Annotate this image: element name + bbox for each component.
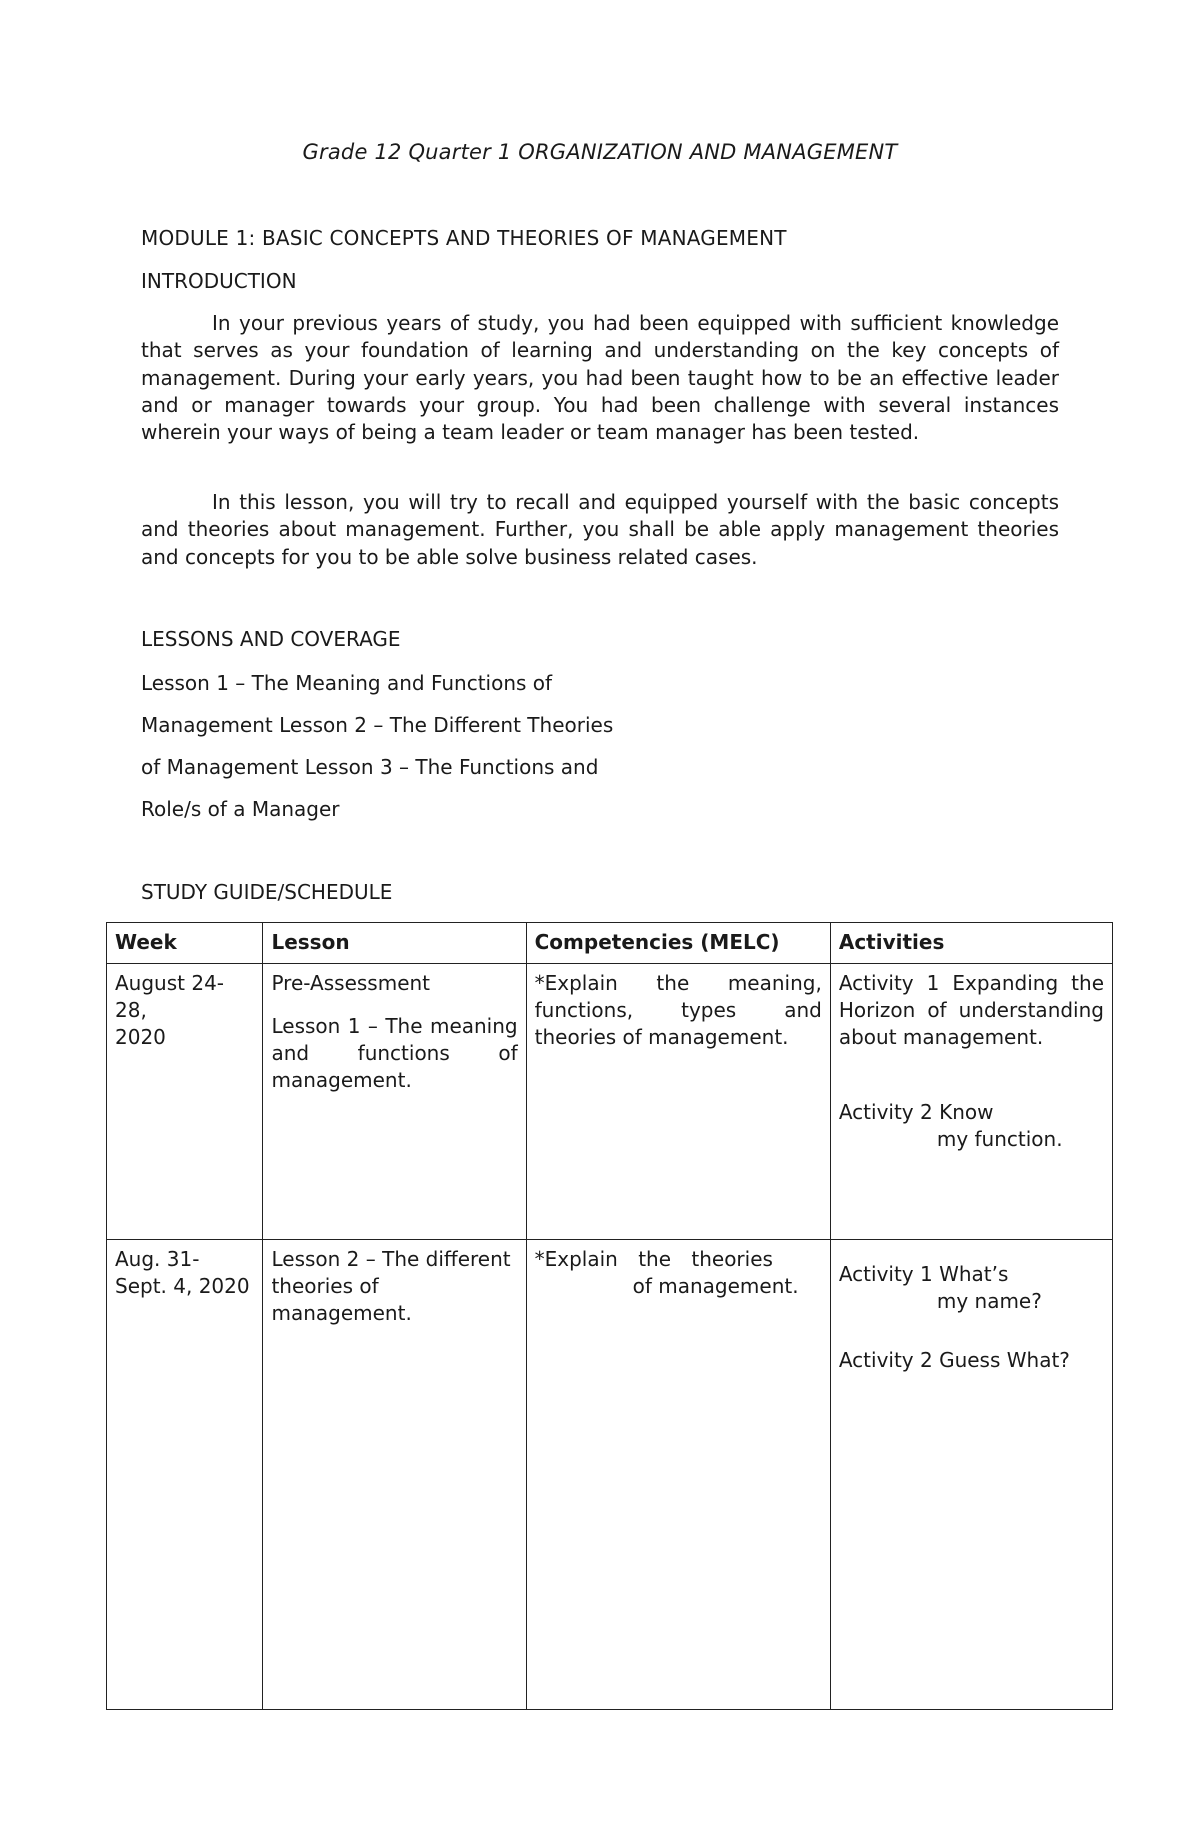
module-title: MODULE 1: BASIC CONCEPTS AND THEORIES OF MANAGEMENT [141,226,787,250]
lesson-text: Lesson 1 – The meaning and functions of management. [271,1014,518,1092]
lessons-coverage-line: Role/s of a Manager [141,797,340,821]
week-text: August 24- [115,971,225,995]
lesson-text: Lesson 2 – The different theories of management. [271,1247,511,1325]
activity-text: my name? [936,1289,1042,1313]
week-cell [107,1240,263,1710]
competency-text: *Explain the meaning, functions, types and theories of management. [534,971,822,1049]
activities-cell [830,964,1112,1240]
week-text: 28, [115,998,147,1022]
week-text: Aug. 31- [115,1247,200,1271]
introduction-heading: INTRODUCTION [141,269,297,293]
week-text: Sept. 4, 2020 [115,1274,250,1298]
activity-text: Activity 2 Know [838,1100,994,1124]
activity-text: my function. [936,1127,1063,1151]
lesson-pre-assessment: Pre-Assessment [271,971,431,995]
introduction-paragraph-1: In your previous years of study, you had been equipped with sufficient knowledge that serves as your foundation of learning and understanding on the key concepts of management. During your early years, you had been taught how to be an effective leader and or manager towards your group. You had been challenge with several instances wherein your ways of being a team leader or team manager has been tested. [141,311,1059,445]
table-row [107,964,1113,1240]
competency-cell [526,964,830,1240]
week-cell [107,964,263,1240]
column-header-lesson: Lesson [263,923,526,964]
lesson-cell [263,964,526,1240]
activity-text: Activity 1 Expanding the Horizon of understanding about management. [838,971,1104,1049]
activities-cell [830,1240,1112,1710]
competency-text: *Explain the theories [534,1247,773,1271]
competency-cell [526,1240,830,1710]
header-title: Grade 12 Quarter 1 ORGANIZATION AND MANAGEMENT [302,140,898,164]
activity-text: Activity 2 Guess What? [838,1348,1070,1372]
column-header-week: Week [107,923,263,964]
column-header-competencies: Competencies (MELC) [526,923,830,964]
lessons-coverage-line: Management Lesson 2 – The Different Theories [141,713,614,737]
introduction-paragraph-2: In this lesson, you will try to recall and equipped yourself with the basic concepts and theories about management. Further, you shall be able apply management theories and concepts for you to be able solve business related cases. [141,490,1059,569]
lesson-cell [263,1240,526,1710]
lessons-coverage-heading: LESSONS AND COVERAGE [141,627,401,651]
activity-text: Activity 1 What’s [838,1262,1009,1286]
table-header-row [107,923,1113,964]
study-guide-heading: STUDY GUIDE/SCHEDULE [141,880,393,904]
week-text: 2020 [115,1025,166,1049]
competency-text: of management. [632,1274,799,1298]
column-header-activities: Activities [830,923,1112,964]
lessons-coverage-line: of Management Lesson 3 – The Functions and [141,755,599,779]
lessons-coverage-line: Lesson 1 – The Meaning and Functions of [141,671,553,695]
table-row [107,1240,1113,1710]
study-guide-table [106,922,1113,1710]
